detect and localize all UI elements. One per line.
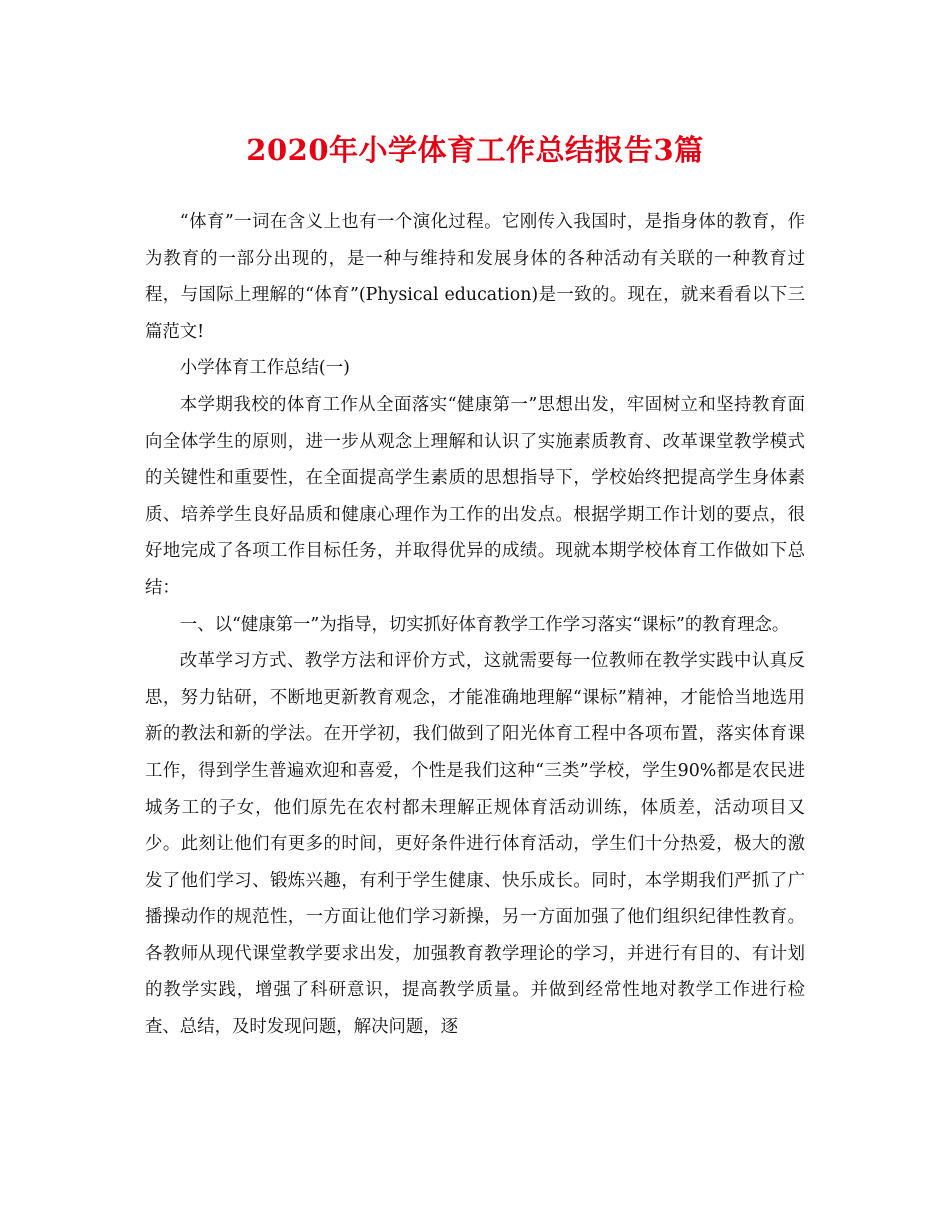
- summary-paragraph: 本学期我校的体育工作从全面落实“健康第一”思想出发，牢固树立和坚持教育面向全体学生的原则，进一步从观念上理解和认识了实施素质教育、改革课堂教学模式的关键性和重要性，在全面提高学生素质的思想指导下，学校始终把提高学生身体素质、培养学生良好品质和健康心理作为工作的出发点。根据学期工作计划的要点，很好地完成了各项工作目标任务，并取得优异的成绩。现就本期学校体育工作做如下总结：: [145, 394, 805, 598]
- document-title: 2020年小学体育工作总结报告3篇: [246, 133, 704, 167]
- point-one-heading: 一、以“健康第一”为指导，切实抓好体育教学工作学习落实“课标”的教育理念。: [179, 614, 790, 635]
- intro-paragraph: “体育”一词在含义上也有一个演化过程。它刚传入我国时，是指身体的教育，作为教育的一部分出现的，是一种与维持和发展身体的各种活动有关联的一种教育过程，与国际上理解的“体育”(Physical education)是一致的。现在，就来看看以下三篇范文!: [145, 212, 805, 342]
- document-body: [145, 204, 805, 1046]
- point-one-paragraph: 改革学习方式、教学方法和评价方式，这就需要每一位教师在教学实践中认真反思，努力钻研，不断地更新教育观念，才能准确地理解“课标”精神，才能恰当地选用新的教法和新的学法。在开学初，我们做到了阳光体育工程中各项布置，落实体育课工作，得到学生普遍欢迎和喜爱，个性是我们这种“三类”学校，学生90%都是农民进城务工的子女，他们原先在农村都未理解正规体育活动训练，体质差，活动项目又少。此刻让他们有更多的时间，更好条件进行体育活动，学生们十分热爱，极大的激发了他们学习、锻炼兴趣，有利于学生健康、快乐成长。同时，本学期我们严抓了广播操动作的规范性，一方面让他们学习新操，另一方面加强了他们组织纪律性教育。各教师从现代课堂教学要求出发，加强教育教学理论的学习，并进行有目的、有计划的教学实践，增强了科研意识，提高教学质量。并做到经常性地对教学工作进行检查、总结，及时发现问题，解决问题，逐: [145, 651, 805, 1038]
- section-heading: 小学体育工作总结(一): [179, 358, 350, 379]
